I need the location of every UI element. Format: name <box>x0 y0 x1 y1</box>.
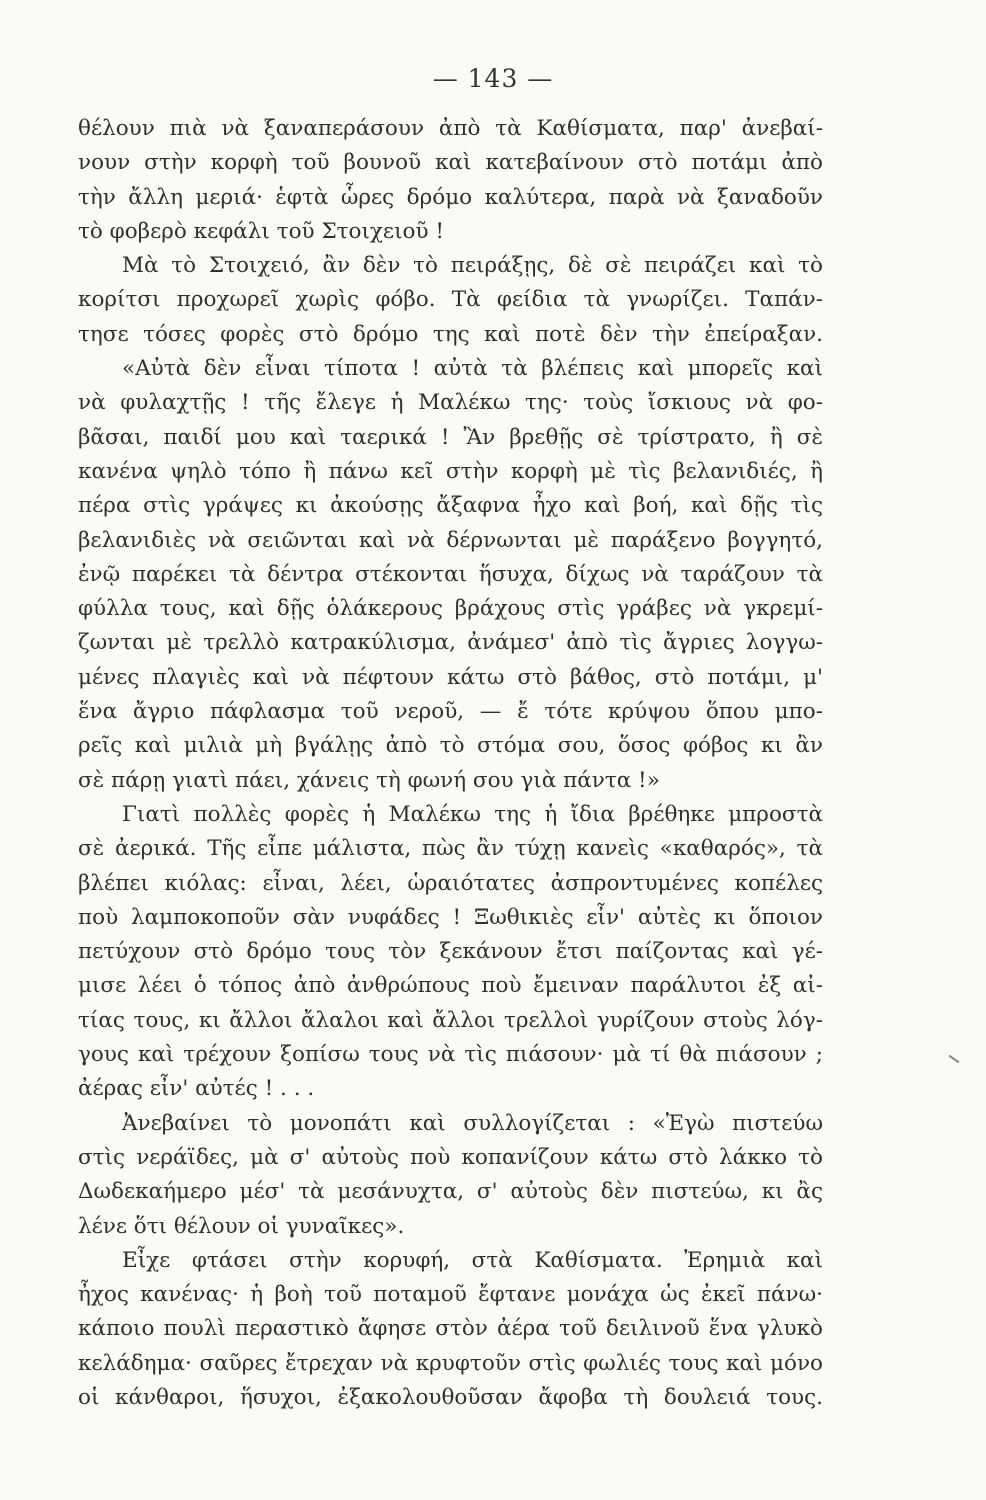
text-line: πετύχουν στὸ δρόμο τους τὸν ξεκάνουν ἔτσι παίζοντας καὶ γέ- <box>78 939 823 965</box>
text-line: τησε τόσες φορὲς στὸ δρόμο της καὶ ποτὲ δὲν τὴν ἐπείραξαν. <box>78 321 823 347</box>
text-line: γους καὶ τρέχουν ξοπίσω τους νὰ τὶς πιάσουν· μὰ τί θὰ πιάσουν ; <box>78 1042 823 1068</box>
text-line: ἕνα ἄγριο πάφλασμα τοῦ νεροῦ, — ἔ τότε κρύψου ὅπου μπο- <box>78 699 823 725</box>
text-line: φύλλα τους, καὶ δῇς ὁλάκερους βράχους στὶς γράβες νὰ γκρεμί- <box>78 596 823 622</box>
text-line: βλέπει κιόλας: εἶναι, λέει, ὡραιότατες ἀσπροντυμένες κοπέλες <box>78 870 823 896</box>
text-line: θέλουν πιὰ νὰ ξαναπεράσουν ἀπὸ τὰ Καθίσματα, παρ' ἀνεβαί- <box>78 116 823 141</box>
text-line: μισε λέει ὁ τόπος ἀπὸ ἀνθρώπους ποὺ ἔμειναν παράλυτοι ἐξ αἰ- <box>78 973 823 999</box>
text-line: Γιατὶ πολλὲς φορὲς ἡ Μαλέκω της ἡ ἴδια βρέθηκε μπροστὰ <box>122 801 823 827</box>
text-line: ἐνῷ παρέκει τὰ δέντρα στέκονται ἥσυχα, δίχως νὰ ταράζουν τὰ <box>78 561 823 587</box>
text-line: κάποιο πουλὶ περαστικὸ ἄφησε στὸν ἀέρα τοῦ δειλινοῦ ἕνα γλυκὸ <box>78 1316 823 1342</box>
text-line: μένες πλαγιὲς καὶ νὰ πέφτουν κάτω στὸ βάθος, στὸ ποτάμι, μ' <box>78 664 823 690</box>
text-line: ἀέρας εἶν' αὐτές ! . . . <box>78 1076 315 1102</box>
text-line: τὴν ἄλλη μεριά· ἑφτὰ ὧρες δρόμο καλύτερα, παρὰ νὰ ξαναδοῦν <box>78 184 823 210</box>
text-line: νὰ φυλαχτῇς ! τῆς ἔλεγε ἡ Μαλέκω της· τοὺς ἴσκιους νὰ φο- <box>78 390 823 416</box>
text-line: νουν στὴν κορφὴ τοῦ βουνοῦ καὶ κατεβαίνουν στὸ ποτάμι ἀπὸ <box>78 150 823 176</box>
text-line: Ἀνεβαίνει τὸ μονοπάτι καὶ συλλογίζεται : «Ἐγὼ πιστεύω <box>122 1110 823 1136</box>
text-line: λένε ὅτι θέλουν οἱ γυναῖκες». <box>78 1213 405 1239</box>
text-line: Μὰ τὸ Στοιχειό, ἂν δὲν τὸ πειράξῃς, δὲ σὲ πειράζει καὶ τὸ <box>122 253 823 279</box>
text-line: Εἶχε φτάσει στὴν κορυφή, στὰ Καθίσματα. Ἐρημιὰ καὶ <box>122 1247 823 1273</box>
text-line: βελανιδιὲς νὰ σειῶνται καὶ νὰ δέρνωνται μὲ παράξενο βογγητό, <box>78 527 823 553</box>
text-line: πέρα στὶς γράψες κι ἀκούσῃς ἄξαφνα ἦχο καὶ βοή, καὶ δῇς τὶς <box>78 493 823 519</box>
margin-mark <box>949 1055 960 1064</box>
text-line: κελάδημα· σαῦρες ἔτρεχαν νὰ κρυφτοῦν στὶς φωλιές τους καὶ μόνο <box>78 1350 823 1376</box>
text-line: κορίτσι προχωρεῖ χωρὶς φόβο. Τὰ φείδια τὰ γνωρίζει. Ταπάν- <box>78 287 823 313</box>
text-line: ρεῖς καὶ μιλιὰ μὴ βγάλῃς ἀπὸ τὸ στόμα σου, ὅσος φόβος κι ἂν <box>78 733 823 759</box>
text-line: ποὺ λαμποκοποῦν σὰν νυφάδες ! Ξωθικιὲς εἶν' αὐτὲς κι ὅποιον <box>78 904 823 930</box>
text-line: σὲ ἀερικά. Τῆς εἶπε μάλιστα, πὼς ἂν τύχῃ κανεὶς «καθαρός», τὰ <box>78 836 823 862</box>
body-text <box>78 112 823 1415</box>
text-line: οἱ κάνθαροι, ἥσυχοι, ἐξακολουθοῦσαν ἄφοβα τὴ δουλειά τους. <box>78 1384 823 1410</box>
text-line: Δωδεκαήμερο μέσ' τὰ μεσάνυχτα, σ' αὐτοὺς δὲν πιστεύω, κι ἂς <box>78 1179 823 1205</box>
page-number: — 143 — <box>432 64 554 93</box>
text-line: κανένα ψηλὸ τόπο ἢ πάνω κεῖ στὴν κορφὴ μὲ τὶς βελανιδιές, ἢ <box>78 458 823 484</box>
text-line: ζωνται μὲ τρελλὸ κατρακύλισμα, ἀνάμεσ' ἀπὸ τὶς ἄγριες λογγω- <box>78 630 823 656</box>
text-line: τὸ φοβερὸ κεφάλι τοῦ Στοιχειοῦ ! <box>78 218 444 244</box>
text-line: τίας τους, κι ἄλλοι ἄλαλοι καὶ ἄλλοι τρελλοὶ γυρίζουν στοὺς λόγ- <box>78 1007 823 1033</box>
text-line: στὶς νεράϊδες, μὰ σ' αὐτοὺς ποὺ κοπανίζουν κάτω στὸ λάκκο τὸ <box>78 1144 823 1170</box>
text-line: «Αὐτὰ δὲν εἶναι τίποτα ! αὐτὰ τὰ βλέπεις καὶ μπορεῖς καὶ <box>122 356 823 382</box>
text-line: σὲ πάρῃ γιατὶ πάει, χάνεις τὴ φωνή σου γιὰ πάντα !» <box>78 767 660 793</box>
text-line: βᾶσαι, παιδί μου καὶ ταερικά ! Ἂν βρεθῇς σὲ τρίστρατο, ἢ σὲ <box>78 424 823 450</box>
text-line: ἦχος κανένας· ἡ βοὴ τοῦ ποταμοῦ ἔφτανε μονάχα ὡς ἐκεῖ πάνω· <box>78 1282 823 1308</box>
